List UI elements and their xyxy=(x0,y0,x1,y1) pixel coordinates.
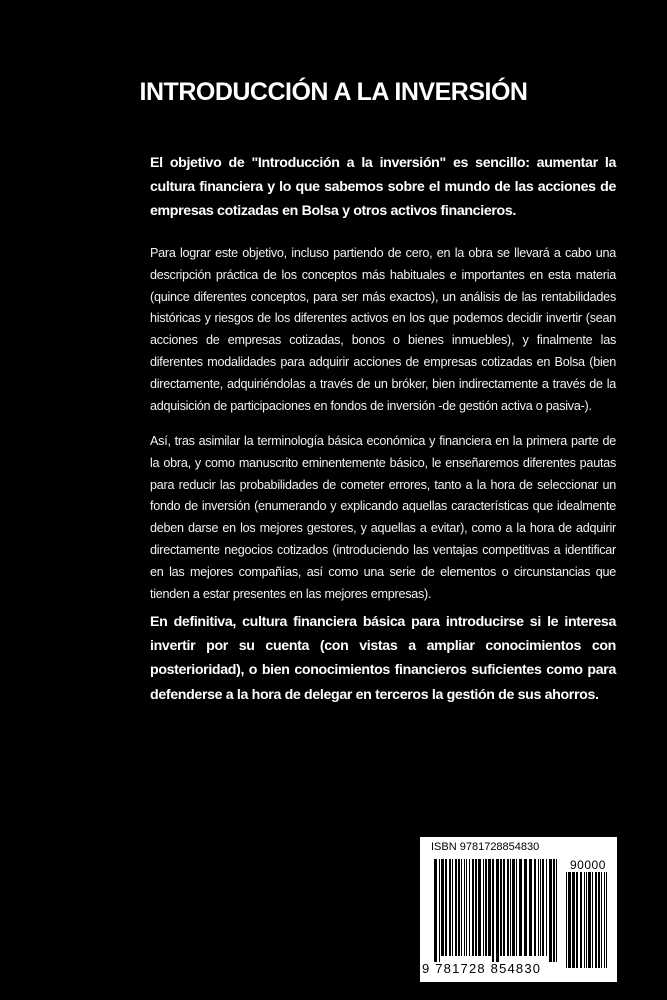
method-paragraph: Para lograr este objetivo, incluso partiendo de cero, en la obra se llevará a cabo una descripción práctica de los conceptos más habituales e importantes en esta materia (quince diferentes conceptos, para ser más exactos), un análisis de las rentabilidades históricas y riesgos de los diferentes activos en los que podemos decidir invertir (sean acciones de empresas cotizadas, bonos o bienes inmuebles), y finalmente las diferentes modalidades para adquirir acciones de empresas cotizadas en Bolsa (bien directamente, adquiriéndolas a través de un bróker, bien indirectamente a través de la adquisición de participaciones en fondos de inversión -de gestión activa o pasiva-). xyxy=(150,246,616,413)
isbn-label: ISBN 9781728854830 xyxy=(431,841,540,853)
barcode-digits: 9 781728 854830 xyxy=(422,961,542,976)
terms-paragraph: Así, tras asimilar la terminología básica económica y financiera en la primera parte de la obra, y como manuscrito eminentemente básico, le enseñaremos diferentes pautas para reducir las probabilidades de cometer errores, tanto a la hora de seleccionar un fondo de inversión (enumerando y explicando aquellas características que idealmente deben darse en los mejores gestores, y aquellas a evitar), como a la hora de adquirir directamente negocios cotizados (introduciendo las ventajas competitivas a identificar en las mejores compañías, así como una serie de elementos o circunstancias que tienden a estar presentes en las mejores empresas). xyxy=(150,434,616,601)
price-code: 90000 xyxy=(570,858,606,872)
isbn-barcode xyxy=(420,837,617,982)
intro-paragraph: El objetivo de "Introducción a la inversión" es sencillo: aumentar la cultura financiera y lo que sabemos sobre el mundo de las acciones de empresas cotizadas en Bolsa y otros activos financieros. xyxy=(150,155,616,220)
cover-title: INTRODUCCIÓN A LA INVERSIÓN xyxy=(139,78,528,106)
barcode-bars-icon xyxy=(434,859,557,962)
addon-barcode-bars-icon xyxy=(566,872,610,974)
conclusion-paragraph: En definitiva, cultura financiera básica para introducirse si le interesa invertir por su cuenta (con vistas a ampliar conocimientos con posterioridad), o bien conocimientos financieros suficientes como para defenderse a la hora de delegar en terceros la gestión de sus ahorros. xyxy=(150,614,616,703)
